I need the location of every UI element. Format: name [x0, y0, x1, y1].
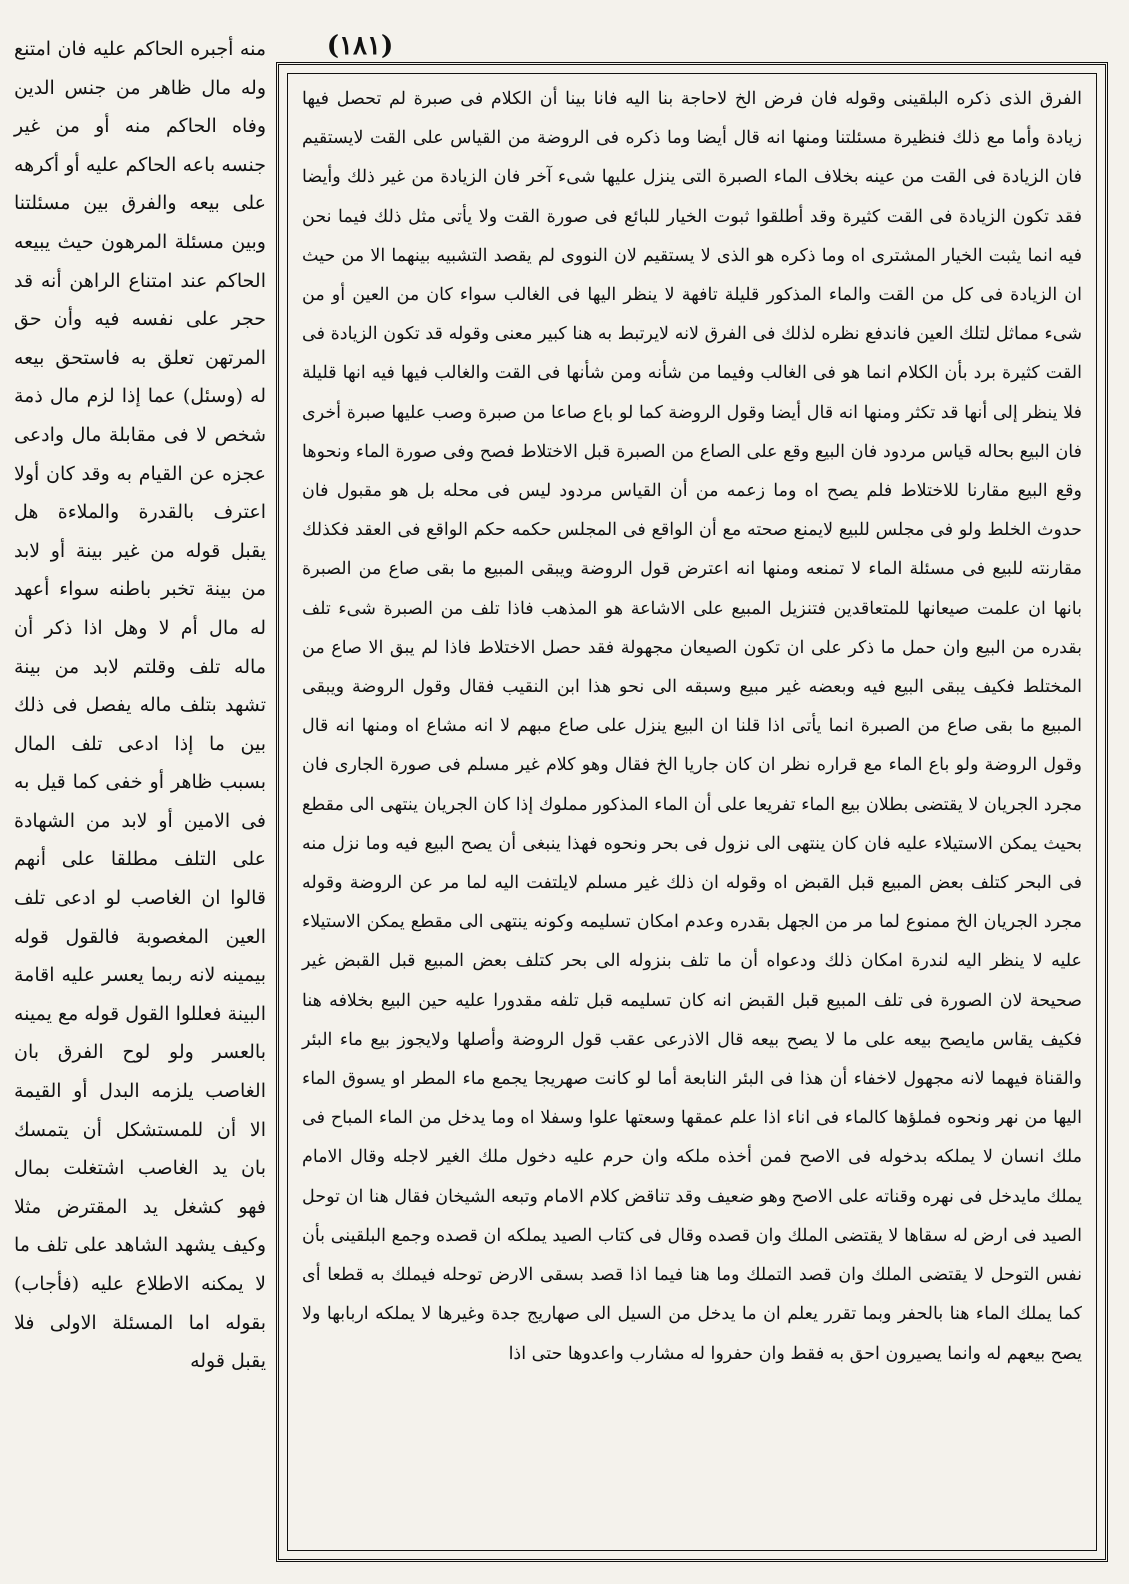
page-number: (١٨١): [326, 31, 394, 61]
margin-text-body: منه أجبره الحاكم عليه فان امتنع وله مال ظاهر من جنس الدين وفاه الحاكم منه أو من غير جنسه باعه الحاكم عليه أو أكرهه على بيعه والفرق بين مسئلتنا وبين مسئلة المرهون حيث يبيعه الحاكم عند امتناع الراهن أنه قد حجر على نفسه فيه وأن حق المرتهن تعلق به فاستحق بيعه له (وسئل) عما إذا لزم مال ذمة شخص لا فى مقابلة مال وادعى عجزه عن القيام به وقد كان أولا اعترف بالقدرة والملاءة هل يقبل قوله من غير بينة أو لابد من بينة تخبر باطنه سواء أعهد له مال أم لا وهل اذا ذكر أن ماله تلف وقلتم لابد من بينة تشهد بتلف ماله يفصل فى ذلك بين ما إذا ادعى تلف المال بسبب ظاهر أو خفى كما قيل به فى الامين أو لابد من الشهادة على التلف مطلقا على أنهم قالوا ان الغاصب لو ادعى تلف العين المغصوبة فالقول قوله بيمينه لانه ربما يعسر عليه اقامة البينة فعللوا القول قوله مع يمينه بالعسر ولو لوح الفرق بان الغاصب يلزمه البدل أو القيمة الا أن للمستشكل أن يتمسك بان يد الغاصب اشتغلت بمال فهو كشغل يد المقترض مثلا وكيف يشهد الشاهد على تلف ما لا يمكنه الاطلاع عليه (فأجاب) بقوله اما المسئلة الاولى فلا يقبل قوله: [14, 38, 266, 1373]
main-text-frame: [276, 62, 1108, 1562]
margin-commentary: [10, 30, 270, 1560]
main-text-body: الفرق الذى ذكره البلقينى وقوله فان فرض الخ لاحاجة بنا اليه فانا بينا أن الكلام فى صبرة لم تحصل فيها زيادة وأما مع ذلك فنظيرة مسئلتنا ومنها انه قال أيضا وما ذكره فى الروضة من القياس على القت لايستقيم فان الزيادة فى القت من عينه بخلاف الماء الصبرة التى ينزل عليها شىء آخر فان الزيادة من غير ذلك وأيضا فقد تكون الزيادة فى القت كثيرة وقد أطلقوا ثبوت الخيار للبائع فى صورة القت ولا يأتى مثل ذلك فيما نحن فيه انما يثبت الخيار المشترى اه وما ذكره هو الذى لا يستقيم لان النووى لم يقصد التشبيه بينهما الا من حيث ان الزيادة فى كل من القت والماء المذكور قليلة تافهة لا ينظر اليها فى الغالب سواء كان من العين أو من شىء مماثل لتلك العين فاندفع نظره لذلك فى الفرق لانه لايرتبط به هنا كبير معنى وقوله قد تكون الزيادة فى القت كثيرة برد بأن الكلام انما هو فى الغالب وفيما من شأنه ومن شأنها فى القت والغالب فيها فيه انها قليلة فلا ينظر إلى أنها قد تكثر ومنها انه قال أيضا وقول الروضة كما لو باع صاعا من صبرة وصب عليها صبرة أخرى فان البيع بحاله قياس مردود فان البيع وقع على الصاع من الصبرة قبل الاختلاط فصح وفى صورة الماء ونحوها وقع البيع مقارنا للاختلاط فلم يصح اه وما زعمه من أن القياس مردود ليس فى محله بل هو مقبول فان حدوث الخلط ولو فى مجلس للبيع لايمنع صحته مع أن الواقع فى المجلس حكمه حكم الواقع فى العقد فكذلك مقارنته للبيع فى مسئلة الماء لا تمنعه ومنها انه اعترض قول الروضة ويبقى المبيع ما بقى صاع من الصبرة بانها ان علمت صيعانها للمتعاقدين فتنزيل المبيع على الاشاعة هو المذهب فاذا تلف من الصبرة شىء تلف بقدره من البيع وان حمل ما ذكر على ان تكون الصيعان مجهولة فقد حصل الاختلاط فاذا لم يبق الا صاع من المختلط فكيف يبقى البيع فيه وبعضه غير مبيع وسبقه الى نحو هذا ابن النقيب فقال وقول الروضة ويبقى المبيع ما بقى صاع من الصبرة انما يأتى اذا قلنا ان البيع ينزل على صاع مبهم لا انه مشاع اه ومنها انه قال وقول الروضة ولو باع الماء مع قراره نظر ان كان جاريا الخ فقال وهو كلام غير مسلم فى صورة الجارى فان مجرد الجريان لا يقتضى بطلان بيع الماء تفريعا على أن الماء المذكور مملوك إذا كان الجريان ينتهى الى مقطع بحيث يمكن الاستيلاء عليه فان كان ينتهى الى نزول فى بحر ونحوه فهذا ينبغى أن يصح البيع فيه وما نزل منه فى البحر كتلف بعض المبيع قبل القبض اه وقوله ان ذلك غير مسلم لايلتفت اليه لما مر عن الروضة وقوله مجرد الجريان الخ ممنوع لما مر من الجهل بقدره وعدم امكان تسليمه وكونه ينتهى الى مقطع يمكن الاستيلاء عليه لا ينظر اليه لندرة امكان ذلك ودعواه أن ما تلف بنزوله الى بحر كتلف بعض المبيع قبل القبض غير صحيحة لان الصورة فى تلف المبيع قبل القبض انه كان تسليمه قبل تلفه مقدورا عليه حين البيع بخلافه هنا فكيف يقاس مايصح بيعه على ما لا يصح بيعه قال الاذرعى عقب قول الروضة وأصلها ولايجوز بيع ماء البئر والقناة فيهما لانه مجهول لاخفاء أن هذا فى البئر النابعة أما لو كانت صهريجا يجمع ماء المطر او يسوق الماء اليها من نهر ونحوه فملؤها كالماء فى اناء اذا علم عمقها وسعتها علوا وسفلا اه وما يدخل من الماء المباح فى ملك انسان لا يملكه بدخوله فى الاصح فمن أخذه ملكه وان حرم عليه دخول ملك الغير لاجله وقال الامام يملك مايدخل فى نهره وقناته على الاصح وهو ضعيف وقد تناقض كلام الامام وتبعه الشيخان فقال هنا ان توحل الصيد فى ارض له سقاها لا يقتضى الملك وان قصده وقال فى كتاب الصيد يملكه ان قصده وجمع البلقينى بأن نفس التوحل لا يقتضى الملك وان قصد التملك وما هنا فيما اذا قصد بسقى الارض توحله فيملك به قطعا أى كما يملك الماء هنا بالحفر وبما تقرر يعلم ان ما يدخل من السيل الى صهاريج جدة وغيرها لا يملكه اربابها ولا يصح بيعهم له وانما يصيرون احق به فقط وان حفروا له مشارب واعدوها حتى اذا: [302, 89, 1082, 1364]
main-text-inner-border: [287, 73, 1097, 1551]
